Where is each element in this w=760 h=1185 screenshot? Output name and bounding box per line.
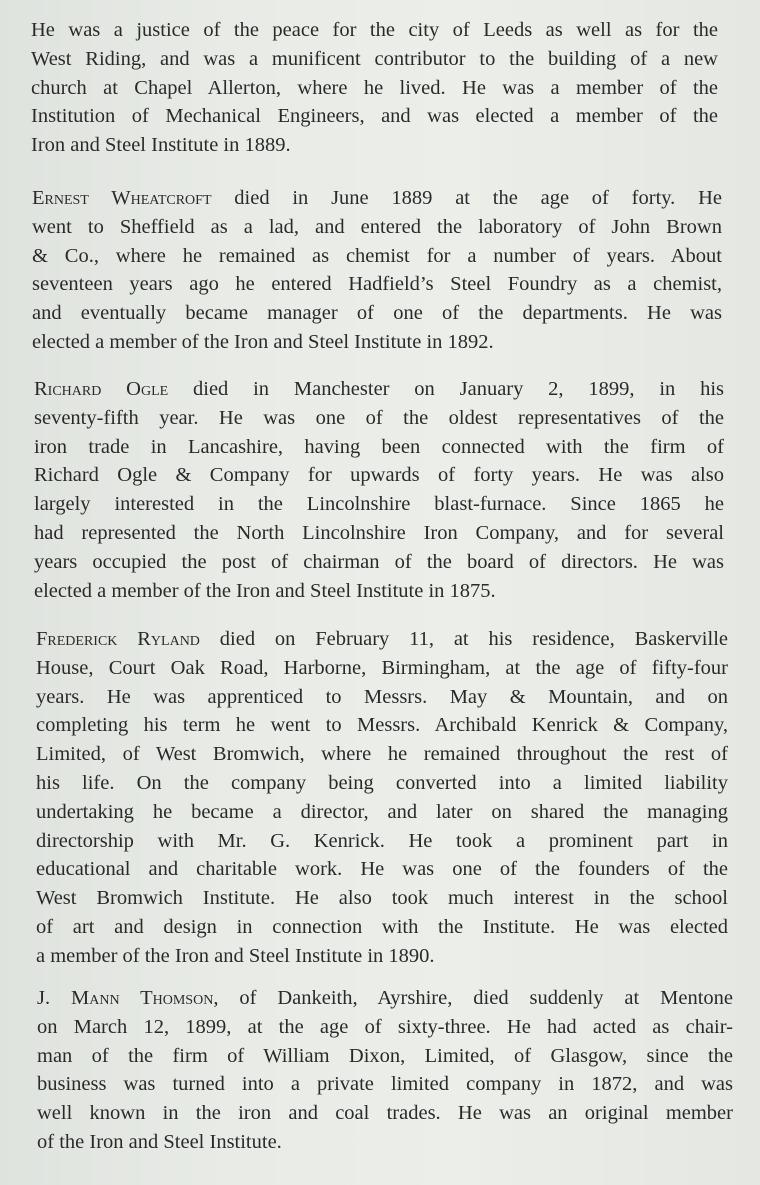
text-line: of the Iron and Steel Institute. bbox=[37, 1130, 282, 1153]
text-line: church at Chapel Allerton, where he lived. He was a member of the bbox=[31, 76, 718, 99]
person-name: J. Mann Thomson bbox=[37, 987, 214, 1009]
person-name: Frederick Ryland bbox=[36, 628, 200, 650]
text-line: had represented the North Lincolnshire Iron Company, and for several bbox=[34, 521, 724, 544]
paragraph-j-mann-thomson bbox=[37, 984, 733, 1157]
text-line: educational and charitable work. He was one of the founders of the bbox=[36, 858, 728, 881]
text-line: and eventually became manager of one of the departments. He was bbox=[32, 302, 722, 325]
text-line: directorship with Mr. G. Kenrick. He took a prominent part in bbox=[36, 829, 728, 852]
text-line: seventy-fifth year. He was one of the oldest representatives of the bbox=[34, 406, 724, 429]
text-line: completing his term he went to Messrs. Archibald Kenrick & Company, bbox=[36, 714, 728, 737]
text-line: largely interested in the Lincolnshire blast-furnace. Since 1865 he bbox=[34, 493, 724, 516]
text-line: seventeen years ago he entered Hadfield’s Steel Foundry as a chemist, bbox=[32, 273, 722, 296]
text-line: years occupied the post of chairman of the board of directors. He was bbox=[34, 550, 724, 573]
text-line: years. He was apprenticed to Messrs. May & Mountain, and on bbox=[36, 685, 728, 708]
text-line: West Riding, and was a munificent contributor to the building of a new bbox=[31, 47, 718, 70]
text-line: undertaking he became a director, and later on shared the managing bbox=[36, 800, 728, 823]
text-line: his life. On the company being converted into a limited liability bbox=[36, 771, 728, 794]
text-line: elected a member of the Iron and Steel Institute in 1875. bbox=[34, 579, 496, 602]
text-line: He was a justice of the peace for the city of Leeds as well as for the bbox=[31, 19, 718, 41]
text-line: went to Sheffield as a lad, and entered the laboratory of John Brown bbox=[32, 215, 722, 238]
text-line bbox=[37, 984, 733, 1013]
text-line: & Co., where he remained as chemist for a number of years. About bbox=[32, 244, 722, 267]
text-line: Institution of Mechanical Engineers, and was elected a member of the bbox=[31, 105, 718, 128]
text-line: of art and design in connection with the Institute. He was elected bbox=[36, 915, 728, 938]
paragraph-frederick-ryland bbox=[36, 625, 728, 971]
text-line: on March 12, 1899, at the age of sixty-three. He had acted as chair- bbox=[37, 1015, 733, 1038]
text-line: man of the firm of William Dixon, Limited, of Glasgow, since the bbox=[37, 1044, 733, 1067]
text-fragment: died in Manchester on January 2, 1899, in his bbox=[168, 378, 724, 400]
paragraph-richard-ogle bbox=[34, 375, 724, 605]
text-line: West Bromwich Institute. He also took much interest in the school bbox=[36, 887, 728, 910]
text-line: Richard Ogle & Company for upwards of forty years. He was also bbox=[34, 464, 724, 487]
text-line: Limited, of West Bromwich, where he remained throughout the rest of bbox=[36, 743, 728, 766]
text-line: business was turned into a private limited company in 1872, and was bbox=[37, 1073, 733, 1096]
text-line bbox=[32, 184, 722, 213]
text-line: Iron and Steel Institute in 1889. bbox=[31, 134, 291, 157]
text-line: well known in the iron and coal trades. He was an original member bbox=[37, 1102, 733, 1125]
paragraph-ernest-wheatcroft bbox=[32, 184, 722, 357]
text-line: House, Court Oak Road, Harborne, Birmingham, at the age of fifty-four bbox=[36, 656, 728, 679]
text-line: elected a member of the Iron and Steel Institute in 1892. bbox=[32, 330, 494, 353]
paragraph-justice-of-the-peace bbox=[31, 16, 718, 160]
text-line bbox=[36, 625, 728, 654]
text-fragment: , of Dankeith, Ayrshire, died suddenly at Mentone bbox=[213, 987, 733, 1009]
person-name: Ernest Wheatcroft bbox=[32, 187, 212, 209]
text-line: iron trade in Lancashire, having been connected with the firm of bbox=[34, 435, 724, 458]
text-line bbox=[34, 375, 724, 404]
person-name: Richard Ogle bbox=[34, 378, 169, 400]
text-fragment: died on February 11, at his residence, Baskerville bbox=[199, 628, 728, 650]
text-fragment: died in June 1889 at the age of forty. He bbox=[211, 187, 722, 209]
text-line: a member of the Iron and Steel Institute in 1890. bbox=[36, 944, 435, 967]
